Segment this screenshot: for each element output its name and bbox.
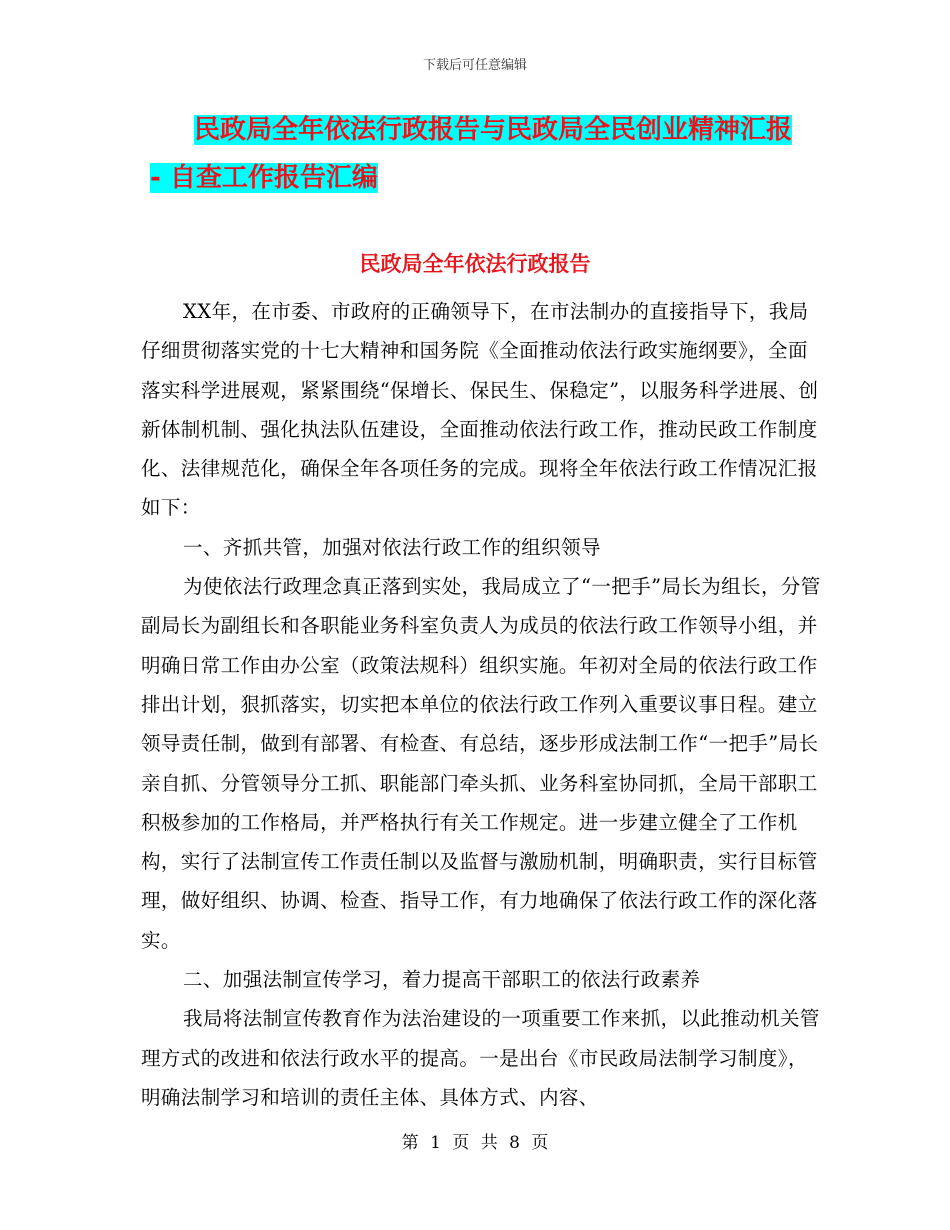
heading-section-2: 二、加强法制宣传学习，着力提高干部职工的依法行政素养 [183, 968, 701, 992]
paragraph-intro: XX年，在市委、市政府的正确领导下，在市法制办的直接指导下，我局仔细贯彻落实党的十七大精神和国务院《全面推动依法行政实施纲要》，全面落实科学进展观，紧紧围绕“保增长、保民生、保稳定”，以服务科学进展、创新体制机制、强化执法队伍建设，全面推动依法行政工作，推动民政工作制度化、法律规范化，确保全年各项任务的完成。现将全年依法行政工作情况汇报如下： [141, 300, 819, 520]
title-highlight-2: - 自查工作报告汇编 [150, 163, 378, 193]
page-number: 第 1 页 共 8 页 [401, 1133, 549, 1153]
title-highlight-1: 民政局全年依法行政报告与民政局全民创业精神汇报 [194, 115, 793, 145]
paragraph-section-1: 为使依法行政理念真正落到实处，我局成立了“一把手”局长为组长，分管副局长为副组长和各职能业务科室负责人为成员的依法行政工作领导小组，并明确日常工作由办公室（政策法规科）组织实施。年初对全局的依法行政工作排出计划，狠抓落实，切实把本单位的依法行政工作列入重要议事日程。建立领导责任制，做到有部署、有检查、有总结，逐步形成法制工作“一把手”局长亲自抓、分管领导分工抓、职能部门牵头抓、业务科室协同抓，全局干部职工积极参加的工作格局，并严格执行有关工作规定。进一步建立健全了工作机构，实行了法制宣传工作责任制以及监督与激励机制，明确职责，实行目标管理，做好组织、协调、检查、指导工作，有力地确保了依法行政工作的深化落实。 [141, 575, 821, 952]
section-title: 民政局全年依法行政报告 [359, 252, 591, 276]
document-title-line-2 [150, 154, 810, 202]
document-title [150, 106, 810, 202]
paragraph-section-2: 我局将法制宣传教育作为法治建设的一项重要工作来抓，以此推动机关管理方式的改进和依法行政水平的提高。一是出台《市民政局法制学习制度》，明确法制学习和培训的责任主体、具体方式、内容、 [141, 1007, 820, 1109]
heading-section-1: 一、齐抓共管，加强对依法行政工作的组织领导 [183, 535, 601, 559]
document-body [141, 292, 821, 1117]
page-header-note: 下载后可任意编辑 [422, 58, 527, 73]
document-title-line-1 [150, 106, 810, 154]
